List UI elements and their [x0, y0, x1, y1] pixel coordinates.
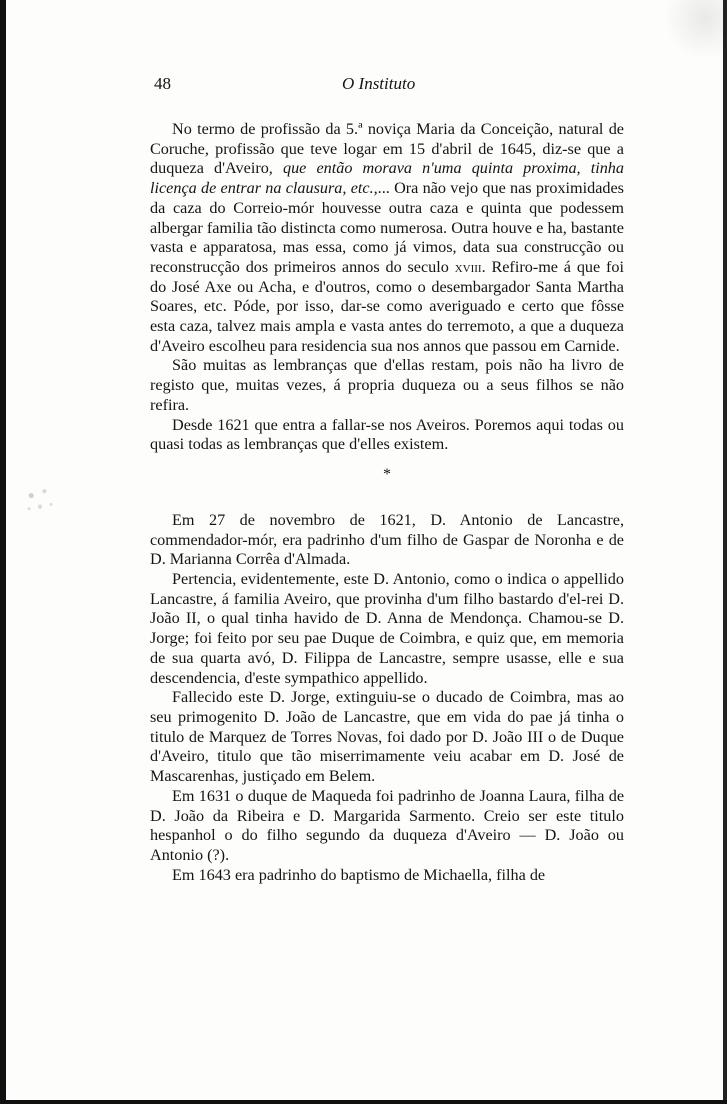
paragraph: Em 1631 o duque de Maqueda foi padrinho de Joanna Laura, filha de D. João da Ribeira e D. Margarida Sarmento. Creio ser este titulo hespanhol o do filho segundo da duqueza d'Aveiro — D. João ou Antonio (?). [150, 786, 624, 864]
paragraph: São muitas as lembranças que d'ellas restam, pois não ha livro de registo que, muitas vezes, á propria duqueza ou a seus filhos se não refira. [150, 356, 624, 414]
scan-border-left [0, 0, 6, 1104]
page-number: 48 [154, 74, 171, 93]
text-run: . Refiro-me á que foi do José Axe ou Acha, e d'outros, como o desembargador Santa Martha Soares, etc. Póde, por isso, dar-se como averiguado e certo que fôsse esta caza, talvez mais ampla e vasta antes do terremoto, a que a duqueza d'Aveiro escolheu para residencia sua nos annos que passou em Carnide. [150, 257, 624, 355]
scan-border-right [723, 0, 727, 1104]
quoted-text: que então morava n'uma quinta proxima, tinha licença de entrar na clausura, etc., [150, 159, 624, 198]
body-text [150, 120, 624, 885]
section-separator: * [383, 465, 391, 483]
ink-smudge [18, 478, 62, 522]
text-run: ... Ora não vejo que nas proximidades da caza do Correio-mór houvesse outra caza e quinta que podessem albergar familia tão distincta como numerosa. Outra houve e ha, bastante vasta e apparatosa, mas essa, como já vimos, data sua construcção ou reconstrucção dos primeiros annos do seculo [150, 179, 624, 276]
paragraph: Pertencia, evidentemente, este D. Antonio, como o indica o appellido Lancastre, á familia Aveiro, que provinha d'um filho bastardo d'el-rei D. João II, o qual tinha havido de D. Anna de Mendonça. Chamou-se D. Jorge; foi feito por seu pae Duque de Coimbra, e quiz que, em memoria de sua quarta avó, D. Filippa de Lancastre, sempre usasse, elle e sua descendencia, d'este sympathico appellido. [150, 570, 624, 687]
scan-shadow [663, 0, 723, 60]
text-run: No termo de profissão da 5.ª noviça Maria da Conceição, natural de Coruche, profissão que teve logar em 15 d'abril de 1645, diz-se que a duqueza d'Aveiro, [150, 120, 624, 178]
paragraph: Em 1643 era padrinho do baptismo de Michaella, filha de [172, 865, 546, 884]
paragraph: Em 27 de novembro de 1621, D. Antonio de Lancastre, commendador-mór, era padrinho d'um filho de Gaspar de Noronha e de D. Marianna Corrêa d'Almada. [150, 510, 624, 569]
paragraph: Fallecido este D. Jorge, extinguiu-se o ducado de Coimbra, mas ao seu primogenito D. João de Lancastre, que em vida do pae já tinha o titulo de Marquez de Torres Novas, foi dado por D. João III o de Duque d'Aveiro, titulo que tão miserrimamente veiu acabar em D. José de Mascarenhas, justiçado em Belem. [150, 688, 624, 786]
running-title: O Instituto [342, 74, 416, 93]
century-numeral: xviii [454, 257, 482, 276]
paragraph [150, 120, 624, 356]
scan-border-bottom [0, 1100, 727, 1104]
page [150, 74, 624, 885]
paragraph: Desde 1621 que entra a fallar-se nos Aveiros. Poremos aqui todas ou quasi todas as lembranças que d'elles existem. [150, 415, 624, 454]
page-header [150, 74, 624, 104]
